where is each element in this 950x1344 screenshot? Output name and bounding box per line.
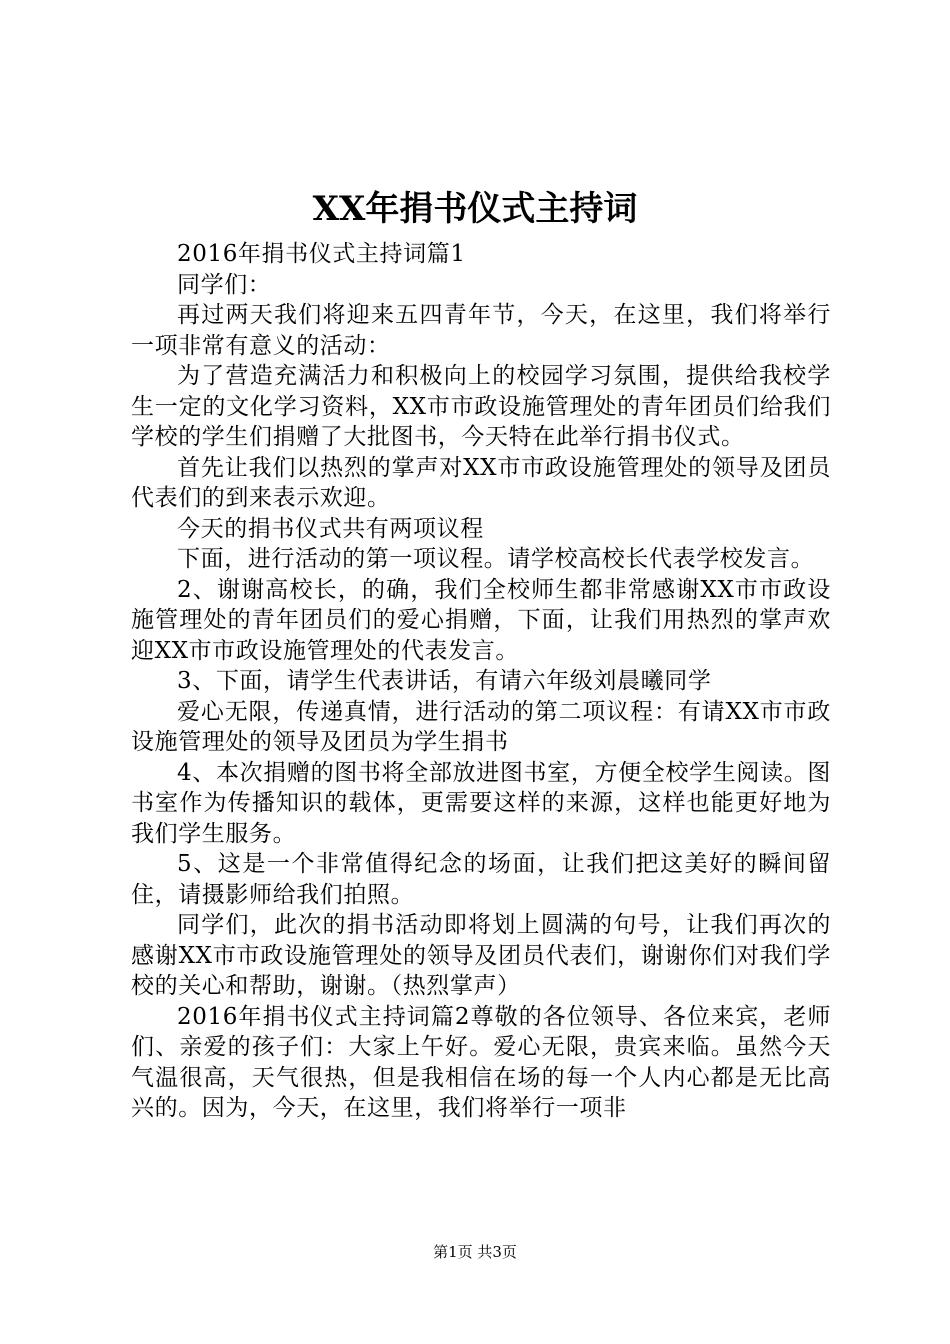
paragraph: 3、下面，请学生代表讲话，有请六年级刘晨曦同学	[177, 668, 712, 694]
paragraph: 同学们，此次的捐书活动即将划上圆满的句号，让我们再次的感谢XX市市政设施管理处的领导及团员代表们，谢谢你们对我们学校的关心和帮助，谢谢。（热烈掌声）	[131, 912, 831, 999]
paragraph: 首先让我们以热烈的掌声对XX市市政设施管理处的领导及团员代表们的到来表示欢迎。	[131, 454, 831, 511]
paragraph: 今天的捐书仪式共有两项议程	[177, 515, 484, 542]
paragraph: 4、本次捐赠的图书将全部放进图书室，方便全校学生阅读。图书室作为传播知识的载体，更需要这样的来源，这样也能更好地为我们学生服务。	[131, 759, 831, 847]
page-footer	[0, 1242, 950, 1262]
paragraph: 再过两天我们将迎来五四青年节，今天，在这里，我们将举行一项非常有意义的活动：	[131, 302, 831, 359]
document-body	[131, 239, 831, 1124]
paragraph: 爱心无限，传递真情，进行活动的第二项议程：有请XX市市政设施管理处的领导及团员为学生捐书	[131, 698, 831, 755]
page-indicator: 第1页 共3页	[433, 1243, 517, 1261]
paragraph: 2016年捐书仪式主持词篇2尊敬的各位领导、各位来宾，老师们、亲爱的孩子们：大家上午好。爱心无限，贵宾来临。虽然今天气温很高，天气很热，但是我相信在场的每一个人内心都是无比高兴的。因为，今天，在这里，我们将举行一项非	[131, 1003, 831, 1121]
paragraph: 2、谢谢高校长，的确，我们全校师生都非常感谢XX市市政设施管理处的青年团员们的爱心捐赠，下面，让我们用热烈的掌声欢迎XX市市政设施管理处的代表发言。	[131, 576, 831, 664]
paragraph: 同学们：	[177, 271, 272, 298]
paragraph: 下面，进行活动的第一项议程。请学校高校长代表学校发言。	[177, 546, 815, 572]
document-title: XX年捐书仪式主持词	[312, 189, 638, 229]
paragraph: 5、这是一个非常值得纪念的场面，让我们把这美好的瞬间留住，请摄影师给我们拍照。	[131, 851, 831, 908]
paragraph: 为了营造充满活力和积极向上的校园学习氛围，提供给我校学生一定的文化学习资料，XX市市政设施管理处的青年团员们给我们学校的学生们捐赠了大批图书，今天特在此举行捐书仪式。	[131, 363, 831, 450]
paragraph: 2016年捐书仪式主持词篇1	[177, 241, 466, 267]
